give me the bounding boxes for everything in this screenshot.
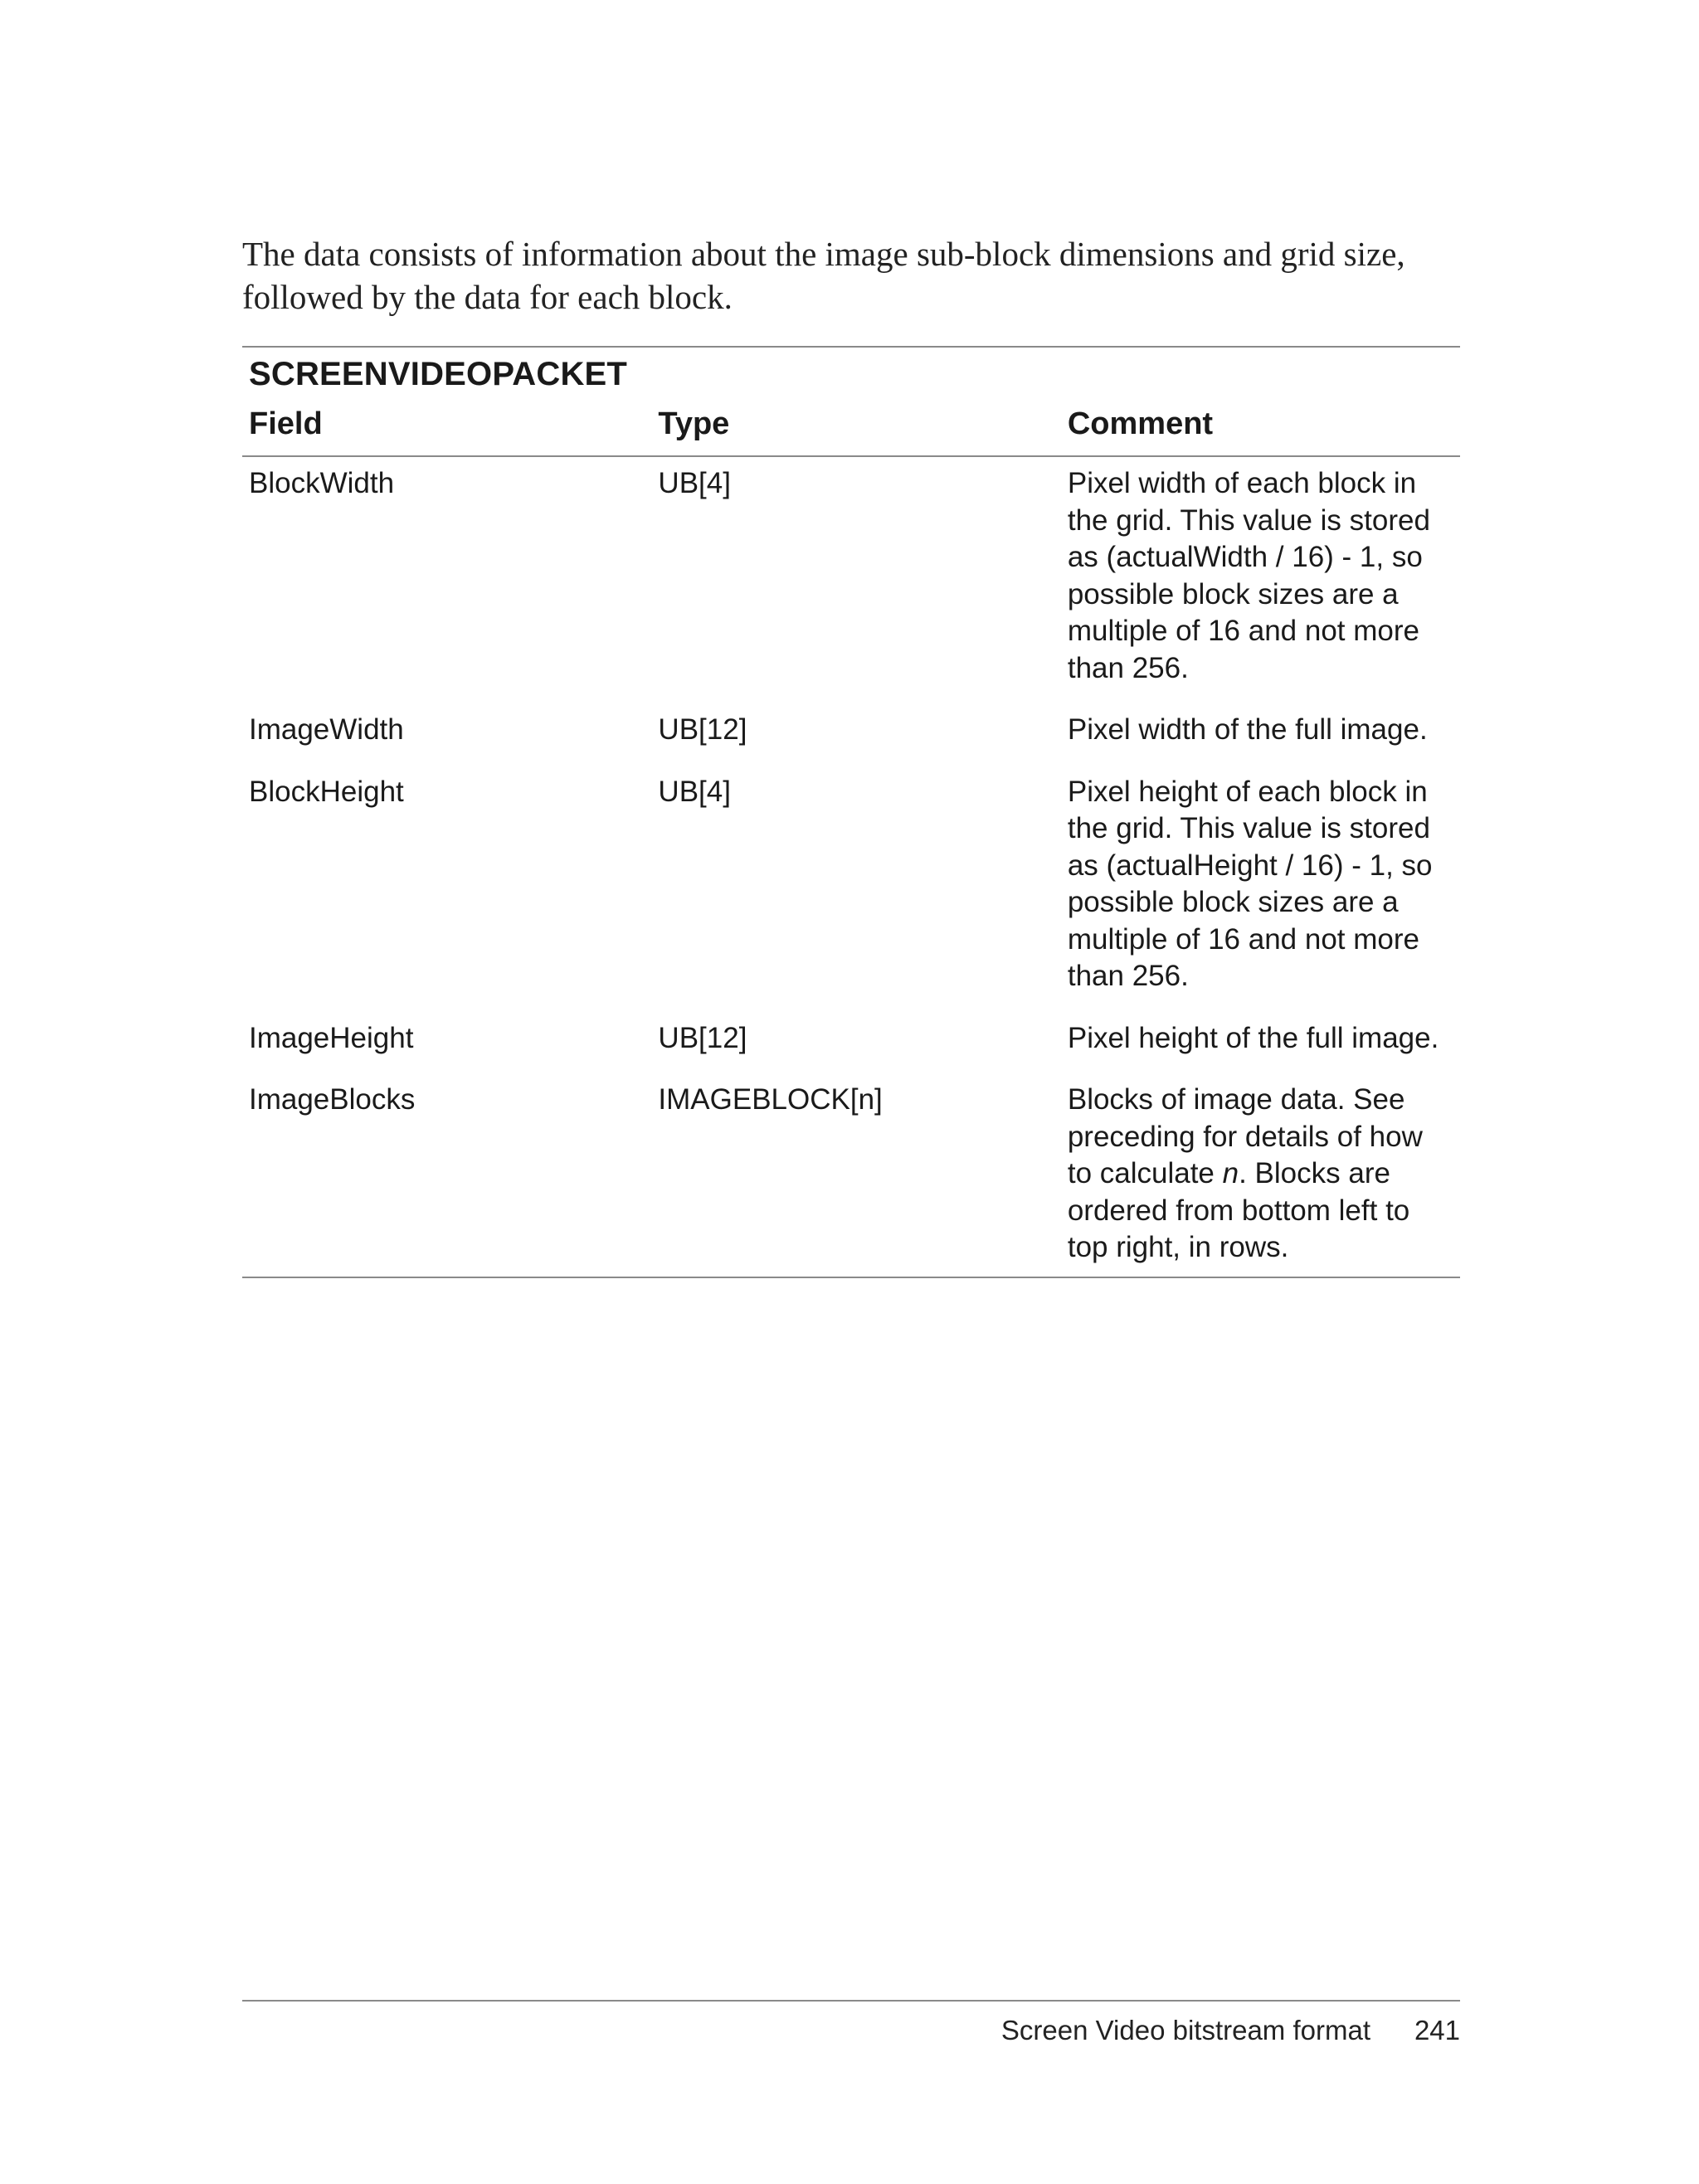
- table-row: [242, 1012, 1460, 1074]
- intro-paragraph: The data consists of information about the image sub-block dimensions and grid size, followed by the data for each block.: [242, 235, 1405, 316]
- field-cell: BlockHeight: [249, 775, 404, 808]
- type-cell: UB[4]: [658, 467, 731, 499]
- table-header-row: [242, 397, 1460, 456]
- table-row: [242, 456, 1460, 703]
- comment-cell: Pixel width of each block in the grid. This value is stored as (actualWidth / 16) - 1, so possible block sizes are a multiple of 16 and not more than 256.: [1067, 467, 1430, 684]
- header-type: Type: [651, 397, 1060, 456]
- field-cell: ImageWidth: [249, 713, 404, 746]
- comment-cell: Pixel height of the full image.: [1067, 1021, 1439, 1054]
- table-caption: SCREENVIDEOPACKET: [249, 356, 628, 392]
- field-cell: ImageBlocks: [242, 1073, 651, 1277]
- header-comment: Comment: [1061, 397, 1460, 456]
- table-caption-row: [242, 347, 1460, 397]
- comment-cell: Pixel width of the full image.: [1067, 713, 1428, 746]
- variable-n: n: [1222, 1157, 1239, 1189]
- header-field: Field: [242, 397, 651, 456]
- running-footer-title: Screen Video bitstream format: [1000, 2015, 1370, 2045]
- comment-cell: Pixel height of each block in the grid. This value is stored as (actualHeight / 16) - 1, so possible block sizes are a multiple of 16 and not more than 256.: [1067, 775, 1433, 992]
- table-row: [242, 703, 1460, 766]
- type-cell: IMAGEBLOCK[n]: [651, 1073, 1060, 1277]
- field-cell: BlockWidth: [249, 467, 395, 499]
- type-cell: UB[4]: [658, 775, 731, 808]
- type-cell: UB[12]: [658, 1021, 747, 1054]
- type-cell: UB[12]: [658, 713, 747, 746]
- comment-text: . Blocks are ordered from bottom left to top right, in rows.: [1067, 1157, 1410, 1263]
- table-row: [242, 766, 1460, 1012]
- comment-cell: [1061, 1073, 1460, 1277]
- table-row: [242, 1073, 1460, 1277]
- comment-text: Blocks of image data. See preceding for details of how to calculate: [1067, 1083, 1423, 1189]
- screenvideopacket-table: [242, 346, 1460, 1278]
- page-number: 241: [1414, 2015, 1460, 2045]
- footer-divider: [242, 2000, 1460, 2002]
- field-cell: ImageHeight: [249, 1021, 414, 1054]
